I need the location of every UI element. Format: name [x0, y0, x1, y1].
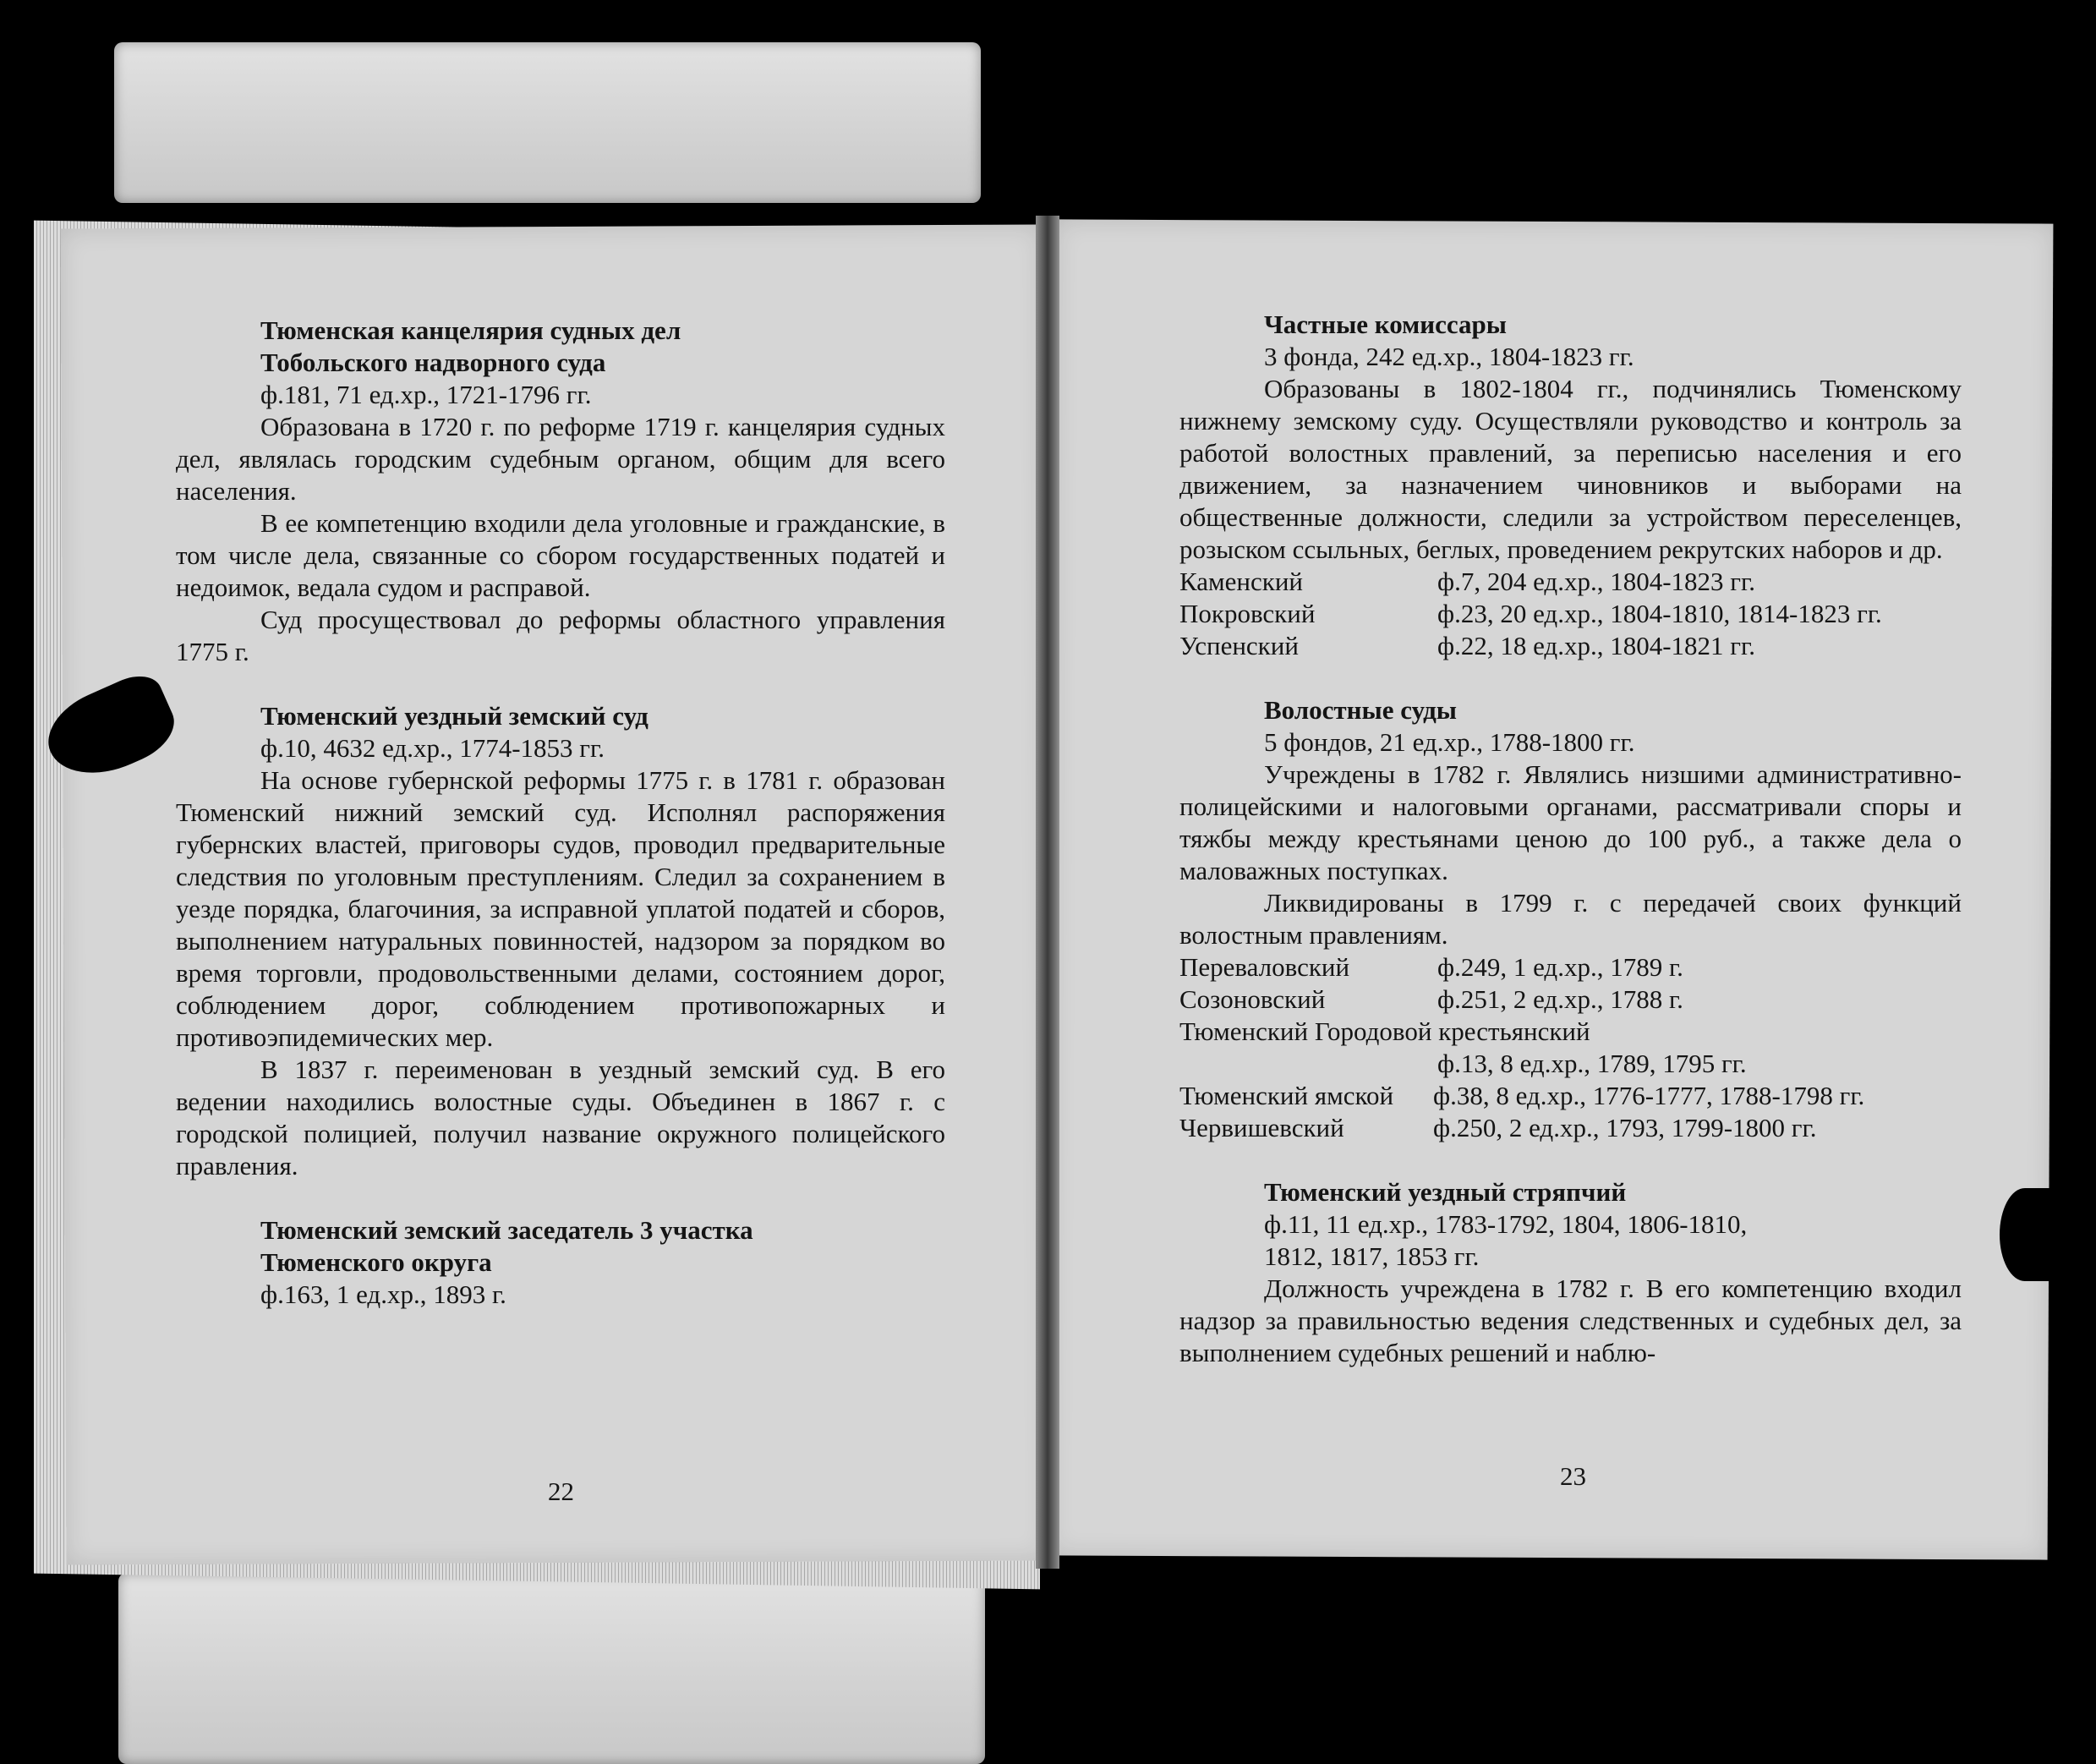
paragraph: Суд просуществовал до реформы областного управления 1775 г.: [176, 605, 945, 666]
fond-info: ф.11, 11 ед.хр., 1783-1792, 1804, 1806-1810,: [1264, 1209, 1748, 1239]
fond-value: ф.251, 2 ед.хр., 1788 г.: [1437, 984, 1683, 1014]
fond-name: Покровский: [1179, 599, 1316, 628]
fond-row: [1179, 630, 1962, 662]
fond-name: Каменский: [1179, 567, 1303, 596]
fond-row: [1179, 566, 1962, 598]
paragraph: На основе губернской реформы 1775 г. в 1781 г. образован Тюменский нижний земский суд. Исполнял распоряжения губернских властей, приговоры судов, проводил предварительные следствия по уголовным преступлениям. Следил за сохранением в уезде порядка, благочиния, за исправной уплатой податей и сборов, выполнением натуральных повинностей, надзором за порядком во время торговли, продовольственными делами, состоянием дорог, соблюдением дорог, соблюдением противопожарных и противоэпидемических мер.: [176, 765, 945, 1052]
section-title: Тюменский уездный стряпчий: [1264, 1177, 1627, 1207]
fond-value: ф.249, 1 ед.хр., 1789 г.: [1437, 952, 1683, 982]
fond-name: Успенский: [1179, 631, 1299, 660]
section-title: Тюменская канцелярия судных дел: [260, 315, 681, 345]
paragraph: Учреждены в 1782 г. Являлись низшими административно-полицейскими и налоговыми органами, рассматривали споры и тяжбы между крестьянами ценою до 100 руб., а также дела о маловажных поступках.: [1179, 759, 1962, 885]
section-title: Частные комиссары: [1264, 310, 1507, 339]
fond-name: Переваловский: [1179, 952, 1350, 982]
fond-value: ф.38, 8 ед.хр., 1776-1777, 1788-1798 гг.: [1433, 1081, 1865, 1110]
page-number: 22: [548, 1476, 574, 1506]
fond-info: ф.163, 1 ед.хр., 1893 г.: [260, 1279, 506, 1309]
fond-value: ф.13, 8 ед.хр., 1789, 1795 гг.: [1437, 1049, 1747, 1078]
fond-info: 5 фондов, 21 ед.хр., 1788-1800 гг.: [1264, 727, 1635, 757]
paragraph: Ликвидированы в 1799 г. с передачей своих функций волостным правлениям.: [1179, 888, 1962, 950]
fond-info: ф.10, 4632 ед.хр., 1774-1853 гг.: [260, 733, 605, 763]
section-zemsky-sud: [176, 700, 945, 1182]
fond-value: ф.7, 204 ед.хр., 1804-1823 гг.: [1437, 567, 1755, 596]
section-title: Тюменский уездный земский суд: [260, 701, 649, 731]
fond-value: ф.23, 20 ед.хр., 1804-1810, 1814-1823 гг.: [1437, 599, 1882, 628]
fond-row: [1179, 1112, 1962, 1144]
paragraph: В 1837 г. переименован в уездный земский суд. В его ведении находились волостные суды. Объединен в 1867 г. с городской полицией, получил название окружного полицейского правления.: [176, 1055, 945, 1181]
fond-row: [1179, 951, 1962, 983]
fond-name: Червишевский: [1179, 1113, 1344, 1142]
fond-name: Тюменский Городовой крестьянский: [1179, 1016, 1590, 1046]
fond-row: [1179, 598, 1962, 630]
paragraph: В ее компетенцию входили дела уголовные и гражданские, в том числе дела, связанные со сбором государственных податей и недоимок, ведала судом и расправой.: [176, 508, 945, 602]
paragraph: Образована в 1720 г. по реформе 1719 г. канцелярия судных дел, являлась городским судебным органом, общим для всего населения.: [176, 412, 945, 506]
right-page-text: [1179, 309, 1962, 1369]
section-title: Тюменский земский заседатель 3 участка: [260, 1215, 753, 1245]
fond-row: [1179, 983, 1962, 1016]
book-roll-bottom: [118, 1573, 985, 1764]
section-title: Тобольского надворного суда: [260, 348, 606, 377]
section-stryapchiy: [1179, 1176, 1962, 1369]
book-roll-top: [114, 42, 981, 203]
left-page-text: [176, 315, 945, 1311]
page-clip-right: [2000, 1188, 2050, 1281]
fond-row: [1179, 1080, 1962, 1112]
section-title: Волостные суды: [1264, 695, 1458, 725]
fond-info: 3 фонда, 242 ед.хр., 1804-1823 гг.: [1264, 342, 1634, 371]
fond-value: ф.22, 18 ед.хр., 1804-1821 гг.: [1437, 631, 1755, 660]
section-kancelyaria: [176, 315, 945, 668]
section-volostnye-sudy: [1179, 694, 1962, 1144]
book-gutter: [1036, 216, 1059, 1569]
fond-info: 1812, 1817, 1853 гг.: [1264, 1241, 1480, 1271]
fond-name: Тюменский ямской: [1179, 1081, 1394, 1110]
fond-name: Созоновский: [1179, 984, 1326, 1014]
fond-value: ф.250, 2 ед.хр., 1793, 1799-1800 гг.: [1433, 1113, 1817, 1142]
section-title: Тюменского округа: [260, 1247, 492, 1277]
section-komissary: [1179, 309, 1962, 662]
section-zasedatel: [176, 1214, 945, 1311]
page-number: 23: [1560, 1461, 1586, 1491]
paragraph: Образованы в 1802-1804 гг., подчинялись Тюменскому нижнему земскому суду. Осуществляли руководство и контроль за работой волостных правлений, за переписью населения и его движением, за назначением чиновников и выборами на общественные должности, следили за устройством переселенцев, розыском ссыльных, беглых, проведением рекрутских наборов и др.: [1179, 374, 1962, 564]
paragraph: Должность учреждена в 1782 г. В его компетенцию входил надзор за правильностью ведения следственных и судебных дел, за выполнением судебных решений и наблю-: [1179, 1274, 1962, 1367]
fond-info: ф.181, 71 ед.хр., 1721-1796 гг.: [260, 380, 592, 409]
